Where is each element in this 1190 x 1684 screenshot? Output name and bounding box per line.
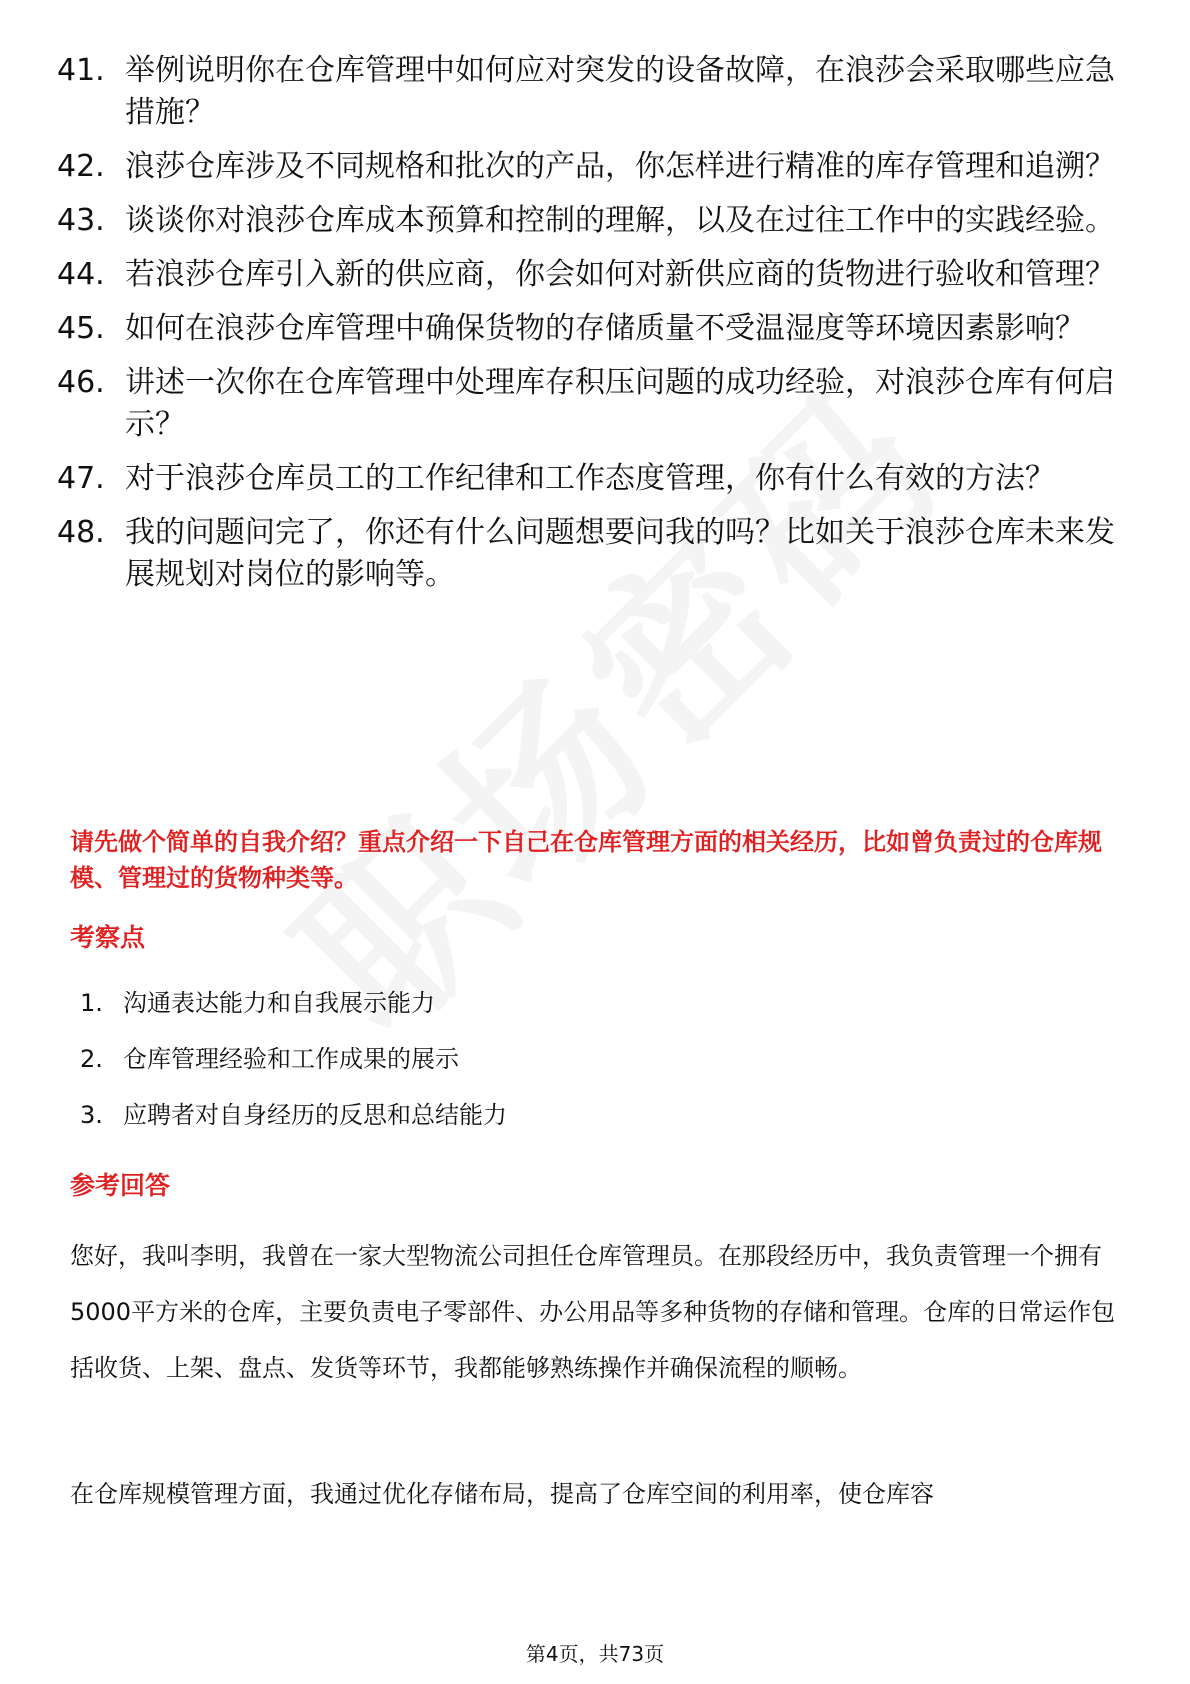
point-text: 沟通表达能力和自我展示能力 (123, 989, 435, 1017)
question-text: 对于浪莎仓库员工的工作纪律和工作态度管理，你有什么有效的方法？ (125, 461, 1055, 496)
point-number: 3. (80, 1101, 103, 1129)
reference-answer-paragraph: 在仓库规模管理方面，我通过优化存储布局，提高了仓库空间的利用率，使仓库容 (70, 1480, 934, 1508)
question-text: 举例说明你在仓库管理中如何应对突发的设备故障，在浪莎会采取哪些应急措施？ (125, 53, 1115, 130)
question-number: 43. (57, 203, 105, 238)
point-number: 1. (80, 989, 103, 1017)
question-number: 45. (57, 311, 105, 346)
reference-heading: 参考回答 (70, 1171, 171, 1200)
assessment-point (80, 985, 507, 1041)
question-text: 谈谈你对浪莎仓库成本预算和控制的理解，以及在过往工作中的实践经验。 (125, 203, 1115, 238)
question-text: 浪莎仓库涉及不同规格和批次的产品，你怎样进行精准的库存管理和追溯？ (125, 149, 1115, 184)
assessment-point (80, 1097, 507, 1153)
question-number: 42. (57, 149, 105, 184)
question-text: 讲述一次你在仓库管理中处理库存积压问题的成功经验，对浪莎仓库有何启示？ (125, 365, 1115, 442)
question-item (57, 254, 1117, 296)
point-number: 2. (80, 1045, 103, 1073)
question-number: 48. (57, 515, 105, 550)
question-item (57, 200, 1117, 242)
question-number: 41. (57, 53, 105, 88)
question-item (57, 308, 1117, 350)
question-list (57, 50, 1117, 608)
question-item (57, 362, 1117, 446)
question-number: 46. (57, 365, 105, 400)
question-text: 我的问题问完了，你还有什么问题想要问我的吗？比如关于浪莎仓库未来发展规划对岗位的影响等。 (125, 515, 1115, 592)
assessment-points (80, 985, 507, 1153)
question-item (57, 146, 1117, 188)
question-number: 47. (57, 461, 105, 496)
point-text: 应聘者对自身经历的反思和总结能力 (123, 1101, 507, 1129)
question-item (57, 458, 1117, 500)
question-number: 44. (57, 257, 105, 292)
question-item (57, 50, 1117, 134)
assessment-heading: 考察点 (70, 923, 146, 952)
question-item (57, 512, 1117, 596)
assessment-point (80, 1041, 507, 1097)
page-footer: 第4页，共73页 (525, 1642, 665, 1666)
reference-answer-paragraph: 您好，我叫李明，我曾在一家大型物流公司担任仓库管理员。在那段经历中，我负责管理一个拥有5000平方米的仓库，主要负责电子零部件、办公用品等多种货物的存储和管理。仓库的日常运作包括收货、上架、盘点、发货等环节，我都能够熟练操作并确保流程的顺畅。 (70, 1242, 1116, 1382)
point-text: 仓库管理经验和工作成果的展示 (123, 1045, 459, 1073)
interview-prompt: 请先做个简单的自我介绍？重点介绍一下自己在仓库管理方面的相关经历，比如曾负责过的仓库规模、管理过的货物种类等。 (70, 828, 1102, 892)
question-text: 若浪莎仓库引入新的供应商，你会如何对新供应商的货物进行验收和管理？ (125, 257, 1115, 292)
question-text: 如何在浪莎仓库管理中确保货物的存储质量不受温湿度等环境因素影响？ (125, 311, 1085, 346)
